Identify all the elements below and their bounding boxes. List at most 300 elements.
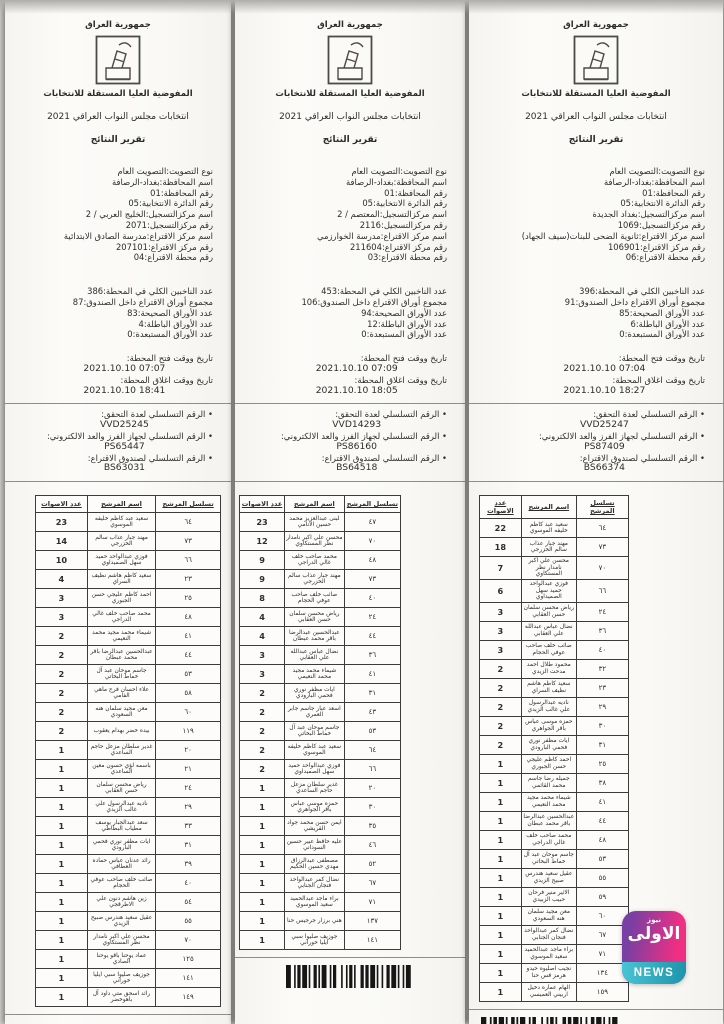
candidate-row bbox=[480, 735, 629, 754]
candidate-row bbox=[480, 640, 629, 659]
candidate-votes: 2 bbox=[36, 722, 88, 741]
ballot-box-icon bbox=[327, 35, 373, 85]
candidate-name: سعيد كاظم هاشم نظيف السراي bbox=[87, 570, 155, 589]
candidate-serial: ٣٦ bbox=[576, 621, 628, 640]
candidate-serial: ٢٥ bbox=[576, 754, 628, 773]
report-title: تقرير النتائج bbox=[90, 135, 146, 145]
candidate-name: فوزي عبدالواحد حميد سهل الصميداوي bbox=[285, 760, 345, 779]
candidate-name: عقيل سعيد هندرس صبيح الزيدي bbox=[521, 868, 576, 887]
candidate-name: رائد اسحق متي داود آل باهوخضر bbox=[87, 988, 155, 1007]
candidate-votes: 2 bbox=[480, 659, 522, 678]
candidate-row bbox=[240, 513, 401, 532]
candidate-row bbox=[480, 538, 629, 557]
tally-receipt bbox=[235, 0, 465, 1024]
candidate-serial: ٤٨ bbox=[576, 830, 628, 849]
candidate-name: شيماء محمد مجيد محمد النعيمي bbox=[521, 792, 576, 811]
candidate-serial: ٣٠ bbox=[576, 716, 628, 735]
candidate-votes: 1 bbox=[480, 982, 522, 1001]
divider bbox=[469, 481, 723, 482]
candidate-votes: 1 bbox=[36, 741, 88, 760]
candidate-row bbox=[240, 703, 401, 722]
candidate-row bbox=[36, 684, 221, 703]
candidate-row bbox=[240, 608, 401, 627]
candidate-name: احمد كاظم عليجي حسن الجبوري bbox=[87, 589, 155, 608]
candidate-row bbox=[480, 982, 629, 1001]
detail-line: رقم المحافظة:01 bbox=[384, 187, 447, 198]
candidate-serial: ٢٩ bbox=[156, 798, 221, 817]
divider bbox=[235, 403, 465, 404]
candidate-name: احمد كاظم عليجي حسن الجبوري bbox=[521, 754, 576, 773]
candidate-name: معن مجيد سلمان هنه السعودي bbox=[87, 703, 155, 722]
candidate-row bbox=[36, 817, 221, 836]
candidate-row bbox=[480, 659, 629, 678]
candidate-name: جوزيف صليوا سبي ايليا خوراني bbox=[87, 969, 155, 988]
candidate-row bbox=[36, 646, 221, 665]
candidate-name: رياض محسن سلمان حسن العقابي bbox=[521, 602, 576, 621]
time-label: تاريخ ووقت فتح المحطة: bbox=[618, 353, 705, 364]
candidate-serial: ٧٣ bbox=[576, 538, 628, 557]
candidate-name: شيماء محمد مجيد محمد النعيمي bbox=[285, 665, 345, 684]
commission-title: المفوضية العليا المستقلة للانتخابات bbox=[521, 89, 671, 99]
column-header: اسم المرشح bbox=[285, 496, 345, 513]
candidate-name: حمزه موسى عباس باقر الجواهري bbox=[285, 798, 345, 817]
stat-line: عدد الأوراق الصحيحة:83 bbox=[127, 307, 213, 318]
candidate-serial: ٥٤ bbox=[156, 893, 221, 912]
candidate-name: نضال عباس عبدالله علي العقابي bbox=[285, 646, 345, 665]
candidate-name: سعيد عبد كاظم خليفه الموسوي bbox=[87, 513, 155, 532]
time-label: تاريخ ووقت اغلاق المحطة: bbox=[120, 374, 213, 385]
divider bbox=[5, 1014, 231, 1015]
candidate-row bbox=[240, 741, 401, 760]
candidate-row bbox=[240, 855, 401, 874]
detail-line: اسم المحافظة:بغداد-الرصافة bbox=[604, 176, 705, 187]
candidate-serial: ٥٣ bbox=[156, 665, 221, 684]
candidate-name: ناديه عبدالرسول علي غالب الزيدي bbox=[87, 798, 155, 817]
ballot-box-icon bbox=[573, 35, 619, 85]
detail-line: اسم مركزالتسجيل:الخليج العربي / 2 bbox=[85, 209, 213, 220]
candidate-name: هني برزار جرجيس حنا bbox=[285, 912, 345, 931]
candidate-row bbox=[240, 931, 401, 950]
country-title: جمهورية العراق bbox=[317, 20, 383, 30]
candidate-row bbox=[480, 963, 629, 982]
candidate-serial: ٥٥ bbox=[156, 912, 221, 931]
detail-line: رقم مركزالتسجيل:1069 bbox=[617, 219, 705, 230]
candidate-row bbox=[36, 931, 221, 950]
candidate-votes: 1 bbox=[36, 855, 88, 874]
detail-line: رقم محطة الاقتراع:04 bbox=[133, 252, 213, 263]
candidate-row bbox=[240, 646, 401, 665]
candidate-name: فوزي عبدالواحد حميد سهل الصميداوي bbox=[521, 579, 576, 602]
candidate-name: غدير سلطان مزعل حاجم الساعدي bbox=[285, 779, 345, 798]
column-header: اسم المرشح bbox=[521, 496, 576, 519]
candidate-serial: ٧١ bbox=[344, 893, 400, 912]
candidate-name: ناديه عبدالرسول علي غالب الزيدي bbox=[521, 697, 576, 716]
serial-value: BS64518 bbox=[336, 462, 378, 474]
candidate-row bbox=[480, 557, 629, 580]
candidate-name: مصطفى عبدالرزاق مهدي حسين الحكيم bbox=[285, 855, 345, 874]
candidate-name: براء ماجد عبدالحميد سعيد الموسوي bbox=[521, 944, 576, 963]
candidate-votes: 1 bbox=[480, 830, 522, 849]
serial-numbers bbox=[235, 409, 465, 474]
serial-label: • الرقم التسلسلي لعدة التحقق: bbox=[593, 409, 705, 420]
candidate-serial: ٣٢ bbox=[576, 659, 628, 678]
candidate-serial: ٦٦ bbox=[344, 760, 400, 779]
candidate-name: غدير سلطان مزعل حاجم الساعدي bbox=[87, 741, 155, 760]
candidate-votes: 3 bbox=[480, 640, 522, 659]
candidate-serial: ٣٩ bbox=[156, 855, 221, 874]
candidate-name: محمد صاحب خلف غالي الدراجي bbox=[521, 830, 576, 849]
barcode-stripes bbox=[481, 1017, 621, 1024]
candidate-serial: ٥٩ bbox=[576, 887, 628, 906]
barcode bbox=[286, 965, 414, 988]
candidate-votes: 23 bbox=[36, 513, 88, 532]
divider bbox=[469, 1009, 723, 1010]
serial-value: VVD25245 bbox=[99, 419, 149, 431]
candidate-votes: 4 bbox=[36, 570, 88, 589]
candidate-name: عليه حافظ عبير حسين السوداني bbox=[285, 836, 345, 855]
divider bbox=[469, 403, 723, 404]
table-body bbox=[240, 513, 401, 950]
header-row bbox=[240, 496, 401, 513]
candidate-name: علاء احسان فرج ماهي الفامي bbox=[87, 684, 155, 703]
candidate-name: سعيد عبد كاظم خليفه الموسوي bbox=[285, 741, 345, 760]
column-header: تسلسل المرشح bbox=[156, 496, 221, 513]
candidate-name: صائب خلف صاحب عوفي الحجام bbox=[521, 640, 576, 659]
stat-line: عدد الأوراق الصحيحة:85 bbox=[619, 307, 705, 318]
candidate-serial: ٢٣ bbox=[576, 678, 628, 697]
candidate-row bbox=[36, 513, 221, 532]
candidate-serial: ٦٠ bbox=[576, 906, 628, 925]
candidate-votes: 1 bbox=[240, 817, 285, 836]
candidate-name: سعد عبدالجبار يوسف مطياب البطاطي bbox=[87, 817, 155, 836]
candidate-votes: 2 bbox=[36, 665, 88, 684]
candidate-serial: ٣٣ bbox=[156, 817, 221, 836]
candidate-serial: ١٤١ bbox=[344, 931, 400, 950]
candidate-serial: ٣٨ bbox=[576, 773, 628, 792]
open-close-times bbox=[5, 353, 231, 396]
detail-line: رقم الدائرة الانتخابية:05 bbox=[620, 198, 705, 209]
candidate-name: عبدالحسين عبدالرضا باقر محمد عبطان bbox=[87, 646, 155, 665]
candidate-serial: ٦٦ bbox=[576, 579, 628, 602]
candidate-votes: 10 bbox=[36, 551, 88, 570]
candidate-votes: 1 bbox=[36, 931, 88, 950]
detail-line: اسم المحافظة:بغداد-الرصافة bbox=[346, 176, 447, 187]
time-label: تاريخ ووقت اغلاق المحطة: bbox=[612, 374, 705, 385]
candidate-name: صائب خلف صاحب عوفي الحجام bbox=[87, 874, 155, 893]
stat-line: عدد الناخبين الكلي في المحطة:453 bbox=[321, 286, 447, 297]
candidate-votes: 1 bbox=[480, 773, 522, 792]
stat-line: عدد الأوراق المستبعدة:0 bbox=[361, 329, 447, 340]
candidate-votes: 14 bbox=[36, 532, 88, 551]
candidate-row bbox=[480, 754, 629, 773]
time-label: تاريخ ووقت اغلاق المحطة: bbox=[354, 374, 447, 385]
candidate-votes: 1 bbox=[480, 906, 522, 925]
candidate-votes: 1 bbox=[36, 817, 88, 836]
candidate-serial: ٧٠ bbox=[156, 931, 221, 950]
candidate-votes: 1 bbox=[36, 969, 88, 988]
candidate-votes: 1 bbox=[36, 893, 88, 912]
detail-line: رقم الدائرة الانتخابية:05 bbox=[362, 198, 447, 209]
table-body bbox=[36, 513, 221, 1007]
time-value: 2021.10.10 07:07 bbox=[83, 362, 166, 374]
candidate-results-table bbox=[479, 495, 629, 1002]
time-value: 2021.10.10 18:41 bbox=[83, 384, 166, 396]
candidate-name: سعيد عبد كاظم خليفه الموسوي bbox=[521, 519, 576, 538]
candidate-row bbox=[240, 760, 401, 779]
candidate-name: الهام عماره دخيل اربيني العميسي bbox=[521, 982, 576, 1001]
column-header: عدد الاصوات bbox=[480, 496, 522, 519]
candidate-row bbox=[240, 912, 401, 931]
candidate-votes: 1 bbox=[36, 836, 88, 855]
serial-numbers bbox=[5, 409, 231, 474]
candidate-serial: ٦٦ bbox=[156, 551, 221, 570]
candidate-votes: 1 bbox=[480, 849, 522, 868]
candidate-votes: 8 bbox=[240, 589, 285, 608]
candidate-row bbox=[36, 627, 221, 646]
candidate-serial: ٥٨ bbox=[156, 684, 221, 703]
candidate-votes: 1 bbox=[240, 779, 285, 798]
candidate-votes: 2 bbox=[480, 735, 522, 754]
candidate-serial: ٦٧ bbox=[344, 874, 400, 893]
candidate-votes: 1 bbox=[36, 760, 88, 779]
candidate-row bbox=[480, 773, 629, 792]
candidate-row bbox=[480, 697, 629, 716]
candidate-serial: ٢٤ bbox=[156, 779, 221, 798]
detail-line: رقم محطة الاقتراع:03 bbox=[367, 252, 447, 263]
detail-line: اسم مركزالتسجيل:المعتصم / 2 bbox=[337, 209, 447, 220]
candidate-votes: 12 bbox=[240, 532, 285, 551]
candidate-name: سعيد كاظم هاشم نظيف السراي bbox=[521, 678, 576, 697]
time-label: تاريخ ووقت فتح المحطة: bbox=[126, 353, 213, 364]
candidate-votes: 3 bbox=[480, 621, 522, 640]
stat-line: عدد الأوراق المستبعدة:0 bbox=[619, 329, 705, 340]
report-title: تقرير النتائج bbox=[322, 135, 378, 145]
candidate-row bbox=[480, 678, 629, 697]
serial-value: BS66374 bbox=[583, 462, 625, 474]
candidate-row bbox=[480, 830, 629, 849]
candidate-votes: 1 bbox=[36, 874, 88, 893]
candidate-row bbox=[240, 893, 401, 912]
column-header: تسلسل المرشح bbox=[576, 496, 628, 519]
candidate-votes: 1 bbox=[240, 893, 285, 912]
candidate-serial: ٤٤ bbox=[156, 646, 221, 665]
candidate-name: ايات مظفر نوري فحمي البارودي bbox=[87, 836, 155, 855]
candidate-votes: 1 bbox=[36, 950, 88, 969]
candidate-serial: ٣٠ bbox=[344, 798, 400, 817]
candidate-serial: ٤٦ bbox=[344, 836, 400, 855]
candidate-serial: ٤٤ bbox=[576, 811, 628, 830]
table-head bbox=[240, 496, 401, 513]
candidate-votes: 2 bbox=[480, 716, 522, 735]
candidate-votes: 4 bbox=[240, 608, 285, 627]
candidate-row bbox=[480, 925, 629, 944]
header-row bbox=[36, 496, 221, 513]
candidate-row bbox=[36, 570, 221, 589]
candidate-votes: 3 bbox=[480, 602, 522, 621]
column-header: عدد الاصوات bbox=[240, 496, 285, 513]
candidate-name: مهند جبار عذاب سالم الخزرجي bbox=[285, 570, 345, 589]
candidate-serial: ٧١ bbox=[576, 944, 628, 963]
candidate-name: بيده خضر بهدام يعقوب bbox=[87, 722, 155, 741]
ballot-box-icon bbox=[95, 35, 141, 85]
candidate-row bbox=[240, 817, 401, 836]
candidate-row bbox=[36, 741, 221, 760]
detail-line: رقم مركزالتسجيل:2116 bbox=[359, 219, 447, 230]
candidate-name: ايات مظفر نوري فحمي البارودي bbox=[521, 735, 576, 754]
detail-line: رقم المحافظة:01 bbox=[150, 187, 213, 198]
candidate-serial: ٧٣ bbox=[344, 570, 400, 589]
ballot-stats bbox=[5, 286, 231, 340]
candidate-serial: ١٣٤ bbox=[576, 963, 628, 982]
candidate-row bbox=[480, 944, 629, 963]
commission-title: المفوضية العليا المستقلة للانتخابات bbox=[43, 89, 193, 99]
time-value: 2021.10.10 07:09 bbox=[315, 362, 398, 374]
candidate-row bbox=[36, 589, 221, 608]
candidate-votes: 9 bbox=[240, 570, 285, 589]
candidate-row bbox=[36, 950, 221, 969]
candidate-name: شيماء محمد مجيد محمد النعيمي bbox=[87, 627, 155, 646]
country-title: جمهورية العراق bbox=[563, 20, 629, 30]
candidate-row bbox=[36, 608, 221, 627]
candidate-votes: 3 bbox=[36, 589, 88, 608]
candidate-row bbox=[240, 684, 401, 703]
candidate-row bbox=[240, 722, 401, 741]
candidate-serial: ٤٤ bbox=[344, 627, 400, 646]
candidate-serial: ٢٥ bbox=[156, 589, 221, 608]
candidate-serial: ٢٠ bbox=[156, 741, 221, 760]
candidate-name: محمد صاحب خلف غالي الدراجي bbox=[87, 608, 155, 627]
candidate-row bbox=[36, 665, 221, 684]
candidate-name: محمود طلال احمد مدحت الزيدي bbox=[521, 659, 576, 678]
serial-value: PS86160 bbox=[336, 440, 377, 452]
detail-line: نوع التصويت:التصويت العام bbox=[609, 166, 705, 176]
time-value: 2021.10.10 07:04 bbox=[563, 362, 646, 374]
candidate-votes: 4 bbox=[240, 627, 285, 646]
serial-label: • الرقم التسلسلي لجهاز الفرز والعد الالكتروني: bbox=[538, 430, 705, 441]
candidate-votes: 1 bbox=[240, 798, 285, 817]
election-title: انتخابات مجلس النواب العراقي 2021 bbox=[47, 112, 189, 122]
candidate-name: محسن علي اكبر نامدار نظر المستكاوي bbox=[87, 931, 155, 950]
candidate-name: محمد صاحب خلف غالي الدراجي bbox=[285, 551, 345, 570]
candidate-votes: 2 bbox=[240, 684, 285, 703]
station-details bbox=[5, 166, 231, 263]
candidate-name: حمزه موسى عباس باقر الجواهري bbox=[521, 716, 576, 735]
stat-line: عدد الأوراق الباطلة:6 bbox=[630, 318, 705, 329]
candidate-serial: ٤١ bbox=[576, 792, 628, 811]
candidate-name: فوزي عبدالواحد حميد سهل الصميداوي bbox=[87, 551, 155, 570]
candidate-row bbox=[36, 836, 221, 855]
candidate-serial: ٦٧ bbox=[576, 925, 628, 944]
stat-line: عدد الأوراق الصحيحة:94 bbox=[361, 307, 447, 318]
candidate-votes: 6 bbox=[480, 579, 522, 602]
candidate-row bbox=[36, 760, 221, 779]
detail-line: نوع التصويت:التصويت العام bbox=[117, 166, 213, 176]
candidate-votes: 22 bbox=[480, 519, 522, 538]
candidate-name: مهند جبار عذاب سالم الخزرجي bbox=[521, 538, 576, 557]
stat-line: عدد الأوراق الباطلة:12 bbox=[367, 318, 447, 329]
candidate-serial: ٤٨ bbox=[156, 608, 221, 627]
serial-numbers bbox=[469, 409, 723, 474]
candidate-row bbox=[480, 868, 629, 887]
candidate-row bbox=[480, 849, 629, 868]
candidate-name: باسمه لؤي حسون معين الساعدي bbox=[87, 760, 155, 779]
open-close-times bbox=[235, 353, 465, 396]
detail-line: رقم مركز الاقتراع:207101 bbox=[115, 241, 213, 252]
barcode-stripes bbox=[286, 965, 414, 988]
candidate-row bbox=[36, 551, 221, 570]
candidate-serial: ٧٠ bbox=[576, 557, 628, 580]
candidate-serial: ٢٣ bbox=[156, 570, 221, 589]
candidate-serial: ٧٣ bbox=[156, 532, 221, 551]
serial-label: • الرقم التسلسلي لصندوق الاقتراع: bbox=[321, 452, 447, 463]
candidate-votes: 3 bbox=[36, 608, 88, 627]
candidate-votes: 1 bbox=[240, 912, 285, 931]
candidate-votes: 1 bbox=[480, 868, 522, 887]
candidate-serial: ٣١ bbox=[576, 735, 628, 754]
candidate-votes: 2 bbox=[240, 760, 285, 779]
candidate-votes: 2 bbox=[240, 722, 285, 741]
stat-line: مجموع أوراق الاقتراع داخل الصندوق:87 bbox=[72, 296, 213, 307]
tally-receipt bbox=[469, 0, 723, 1024]
candidate-votes: 2 bbox=[36, 703, 88, 722]
candidate-row bbox=[480, 887, 629, 906]
candidate-votes: 1 bbox=[240, 931, 285, 950]
candidate-name: نجيب اصليوه حيدو هرمز قس حنا bbox=[521, 963, 576, 982]
candidate-name: نضال كمر عبدالواحد فنجان الجنابي bbox=[521, 925, 576, 944]
candidate-votes: 2 bbox=[36, 684, 88, 703]
news-logo-english: NEWS bbox=[633, 967, 675, 979]
candidate-votes: 3 bbox=[240, 665, 285, 684]
candidate-row bbox=[36, 855, 221, 874]
candidate-row bbox=[240, 665, 401, 684]
commission-title: المفوضية العليا المستقلة للانتخابات bbox=[275, 89, 425, 99]
divider bbox=[235, 481, 465, 482]
ballot-stats bbox=[469, 286, 723, 340]
candidate-votes: 7 bbox=[480, 557, 522, 580]
candidate-serial: ٦٤ bbox=[344, 741, 400, 760]
report-title: تقرير النتائج bbox=[568, 135, 624, 145]
open-close-times bbox=[469, 353, 723, 396]
detail-line: رقم مركز الاقتراع:211604 bbox=[349, 241, 447, 252]
header-row bbox=[480, 496, 629, 519]
candidate-votes: 1 bbox=[36, 988, 88, 1007]
news-channel-logo bbox=[622, 911, 686, 984]
detail-line: رقم مركزالتسجيل:2071 bbox=[125, 219, 213, 230]
candidate-votes: 18 bbox=[480, 538, 522, 557]
table-head bbox=[480, 496, 629, 519]
serial-label: • الرقم التسلسلي لجهاز الفرز والعد الالكتروني: bbox=[280, 430, 447, 441]
candidate-serial: ٦٤ bbox=[156, 513, 221, 532]
candidate-votes: 2 bbox=[480, 697, 522, 716]
candidate-serial: ٧٠ bbox=[344, 532, 400, 551]
detail-line: اسم المحافظة:بغداد-الرصافة bbox=[112, 176, 213, 187]
candidate-row bbox=[36, 969, 221, 988]
candidate-name: لبنى عبدالعزيز محمد حسين الانامي bbox=[285, 513, 345, 532]
candidate-serial: ٤١ bbox=[156, 627, 221, 646]
candidate-row bbox=[480, 602, 629, 621]
candidate-serial: ٢٠ bbox=[344, 779, 400, 798]
candidate-name: جميله رضا جاسم محمد القائمي bbox=[521, 773, 576, 792]
candidate-name: جاسم موحان عبد آل خماط البخاتي bbox=[285, 722, 345, 741]
candidate-serial: ٥٥ bbox=[576, 868, 628, 887]
candidate-name: محسن علي اكبر نامدار نظر المستكاوي bbox=[521, 557, 576, 580]
ihec-emblem-icon bbox=[573, 35, 619, 85]
candidate-name: رياض محسن سلمان حسن العقابي bbox=[87, 779, 155, 798]
candidate-votes: 3 bbox=[240, 646, 285, 665]
detail-line: رقم محطة الاقتراع:06 bbox=[625, 252, 705, 263]
serial-label: • الرقم التسلسلي لجهاز الفرز والعد الالكتروني: bbox=[46, 430, 213, 441]
candidate-name: عماد يوحنا باقو يوحنا الصادي bbox=[87, 950, 155, 969]
